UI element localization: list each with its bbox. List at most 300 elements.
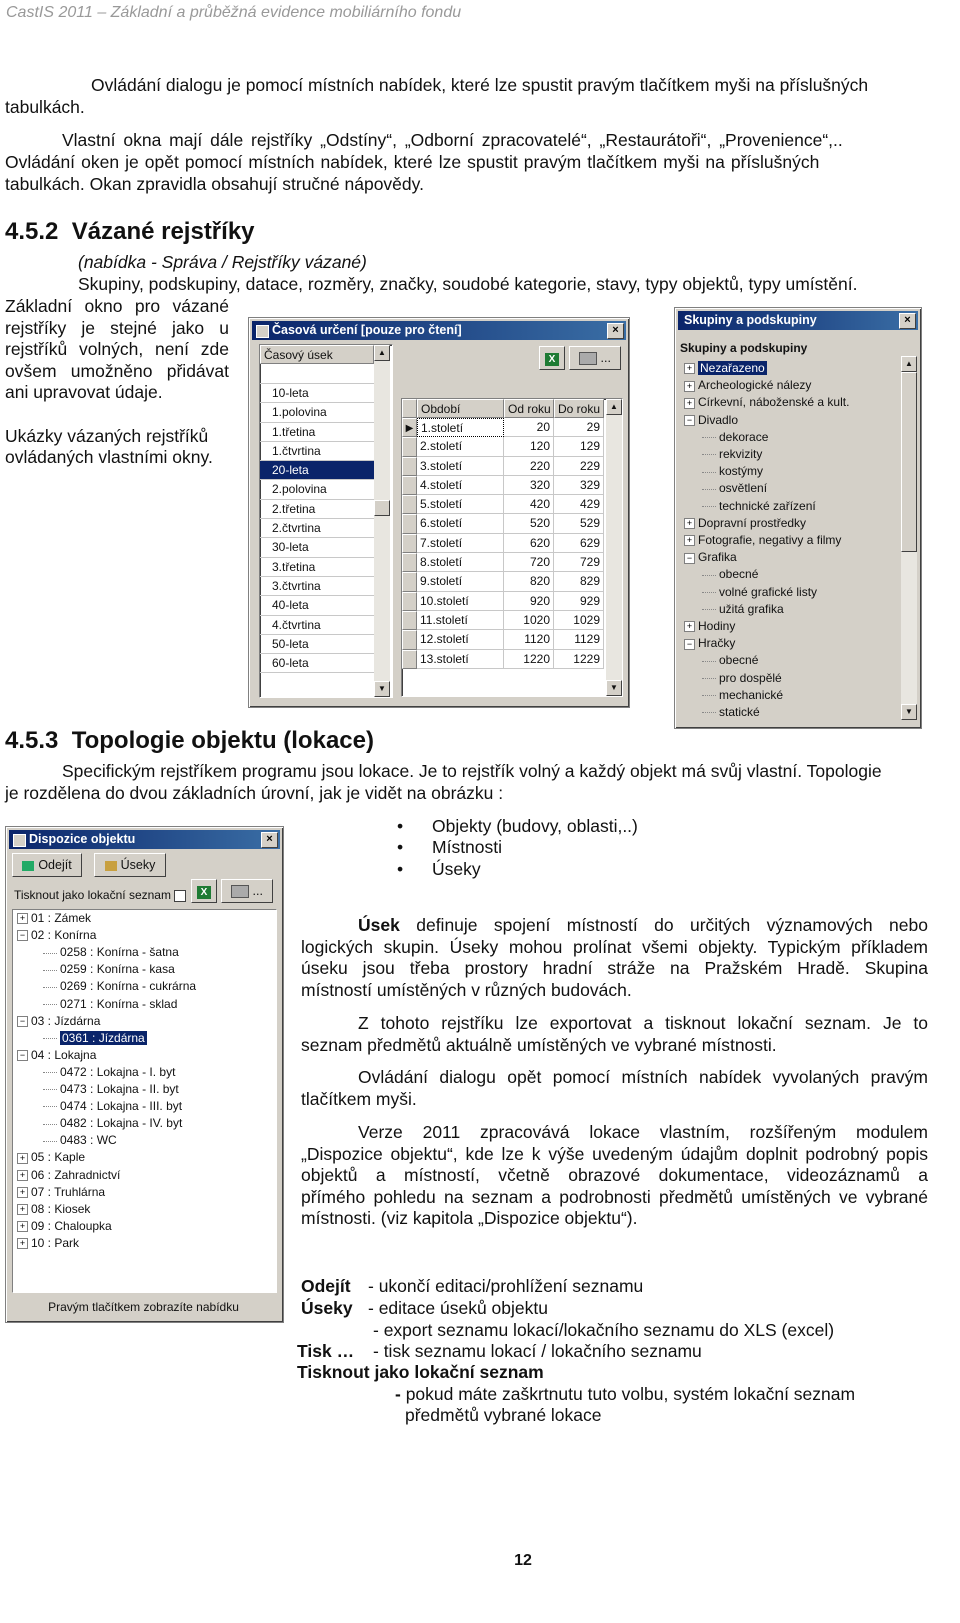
obdobi-row[interactable] <box>402 437 606 456</box>
tree-node[interactable] <box>43 1030 147 1047</box>
obdobi-cell[interactable]: 9.století <box>417 572 504 591</box>
close-button[interactable]: × <box>607 323 624 339</box>
tree-node-label[interactable]: Nezařazeno <box>700 361 765 375</box>
casovy-usek-row[interactable]: 2.čtvrtina <box>260 519 374 538</box>
tree-node[interactable] <box>43 1098 182 1115</box>
section-453-heading <box>5 727 374 755</box>
tree-node-label[interactable]: Archeologické nálezy <box>698 378 812 393</box>
tree-node-label[interactable]: statické <box>719 705 760 718</box>
useky-paragraph <box>301 915 928 1001</box>
do-roku-cell[interactable]: 629 <box>554 534 604 553</box>
tree-node[interactable] <box>17 1184 105 1201</box>
section-453-intro-2: je rozdělena do dvou základních úrovní, jak je vidět na obrázku : <box>5 783 504 803</box>
collapse-icon[interactable]: − <box>17 1016 28 1027</box>
para1-line1: Ovládání dialogu je pomocí místních nabídek, které lze spustit pravým tlačítkem myši na příslušných <box>91 75 869 95</box>
scroll-up-button[interactable]: ▲ <box>901 356 917 372</box>
scroll-thumb[interactable] <box>374 500 390 516</box>
do-roku-cell[interactable]: 1129 <box>554 630 604 649</box>
tree-node-label[interactable]: obecné <box>719 653 759 668</box>
obdobi-row[interactable] <box>402 572 606 591</box>
verze-line: přímého pohledu na seznam a podrobnosti předmětů umístěných ve vybrané <box>301 1186 928 1207</box>
expand-icon[interactable]: + <box>684 535 695 546</box>
do-roku-cell[interactable]: 929 <box>554 592 604 611</box>
side-line: rejstříků volných, není zde <box>5 339 229 359</box>
tree-node-label[interactable]: Grafika <box>698 550 737 565</box>
tree-node[interactable] <box>684 515 806 532</box>
status-footer: Pravým tlačítkem zobrazíte nabídku <box>48 1300 239 1314</box>
tree-node[interactable] <box>702 584 817 601</box>
verze-line: „Dispozice objektu“, kde lze k výše uvedeným údajům doplnit podrobný popis <box>301 1143 928 1164</box>
export-line: Z tohoto rejstříku lze exportovat a tisknout lokační seznam. Je to <box>358 1013 928 1033</box>
tree-node[interactable] <box>43 1132 117 1149</box>
tree-node-label[interactable]: volné grafické listy <box>719 584 818 599</box>
casova-titlebar[interactable] <box>252 321 626 340</box>
collapse-icon[interactable]: − <box>684 553 695 564</box>
tree-connector <box>702 575 716 576</box>
tree-node[interactable] <box>17 1218 112 1235</box>
expand-icon[interactable]: + <box>684 621 695 632</box>
do-roku-cell[interactable]: 29 <box>554 418 604 437</box>
odejit-label: Odejít <box>38 858 72 872</box>
tree-node-label[interactable]: pro dospělé <box>719 670 782 685</box>
print-button[interactable] <box>221 879 273 903</box>
obdobi-row[interactable] <box>402 495 606 514</box>
close-button[interactable]: × <box>261 832 278 848</box>
tree-node[interactable] <box>684 549 737 566</box>
od-roku-cell[interactable]: 20 <box>504 418 554 437</box>
legend-tisk-desc: - tisk seznamu lokací / lokačního seznamu <box>373 1341 702 1361</box>
tree-node-label[interactable]: 03 : Jízdárna <box>31 1013 101 1028</box>
tree-connector <box>702 592 716 593</box>
verze-line: místnosti. (viz kapitola „Dispozice objektu“). <box>301 1208 638 1228</box>
skupiny-scrollbar[interactable] <box>901 356 917 720</box>
side-line: ovládaných vlastními okny. <box>5 447 213 467</box>
tree-node-label[interactable]: dekorace <box>719 429 769 444</box>
bullet-mistnosti: Místnosti <box>432 837 503 857</box>
section-452-menu-path: (nabídka - Správa / Rejstříky vázané) <box>78 252 367 272</box>
section-452-list: Skupiny, podskupiny, datace, rozměry, značky, soudobé kategorie, stavy, typy objektů, typy umístění. <box>78 274 858 294</box>
tree-node[interactable] <box>702 566 758 583</box>
row-indicator[interactable] <box>402 437 417 456</box>
checkbox-label: Tisknout jako lokační seznam <box>14 888 171 902</box>
obdobi-cell[interactable]: 8.století <box>417 553 504 572</box>
od-roku-cell[interactable]: 120 <box>504 437 554 456</box>
expand-icon[interactable]: + <box>684 398 695 409</box>
legend-tisk-key: Tisk … <box>297 1341 355 1361</box>
collapse-icon[interactable]: − <box>17 930 28 941</box>
tree-node-label[interactable]: 08 : Kiosek <box>31 1201 91 1216</box>
window-icon <box>13 834 26 847</box>
tree-node-label[interactable]: 05 : Kaple <box>31 1150 86 1165</box>
useky-line: místností umístěných v různých budovách. <box>301 979 632 1000</box>
casovy-usek-list[interactable] <box>259 344 393 698</box>
tree-node[interactable] <box>684 377 811 394</box>
print-as-location-list[interactable] <box>14 885 186 907</box>
obdobi-row[interactable] <box>402 476 606 495</box>
verze-line: objektů a místností, včetně obrazové dokumentace, videozáznamů a <box>301 1165 928 1185</box>
casovy-usek-row[interactable]: 20-leta <box>260 461 374 480</box>
control-line: tlačítkem myši. <box>301 1088 417 1109</box>
legend-tisknout-key: Tisknout jako lokační seznam <box>297 1362 544 1382</box>
tree-node-label[interactable]: Divadlo <box>698 412 739 427</box>
od-roku-cell[interactable]: 520 <box>504 514 554 533</box>
side-line: ovšem umožněno přidávat <box>5 360 229 381</box>
do-roku-cell[interactable]: 829 <box>554 572 604 591</box>
grid-scrollbar[interactable] <box>606 399 622 696</box>
tree-node[interactable] <box>702 498 816 515</box>
row-indicator[interactable] <box>402 650 417 669</box>
useky-bold: Úsek <box>358 915 400 935</box>
useky-label: Úseky <box>120 858 156 872</box>
side-line: Základní okno pro vázané <box>5 296 229 316</box>
casovy-usek-row[interactable]: 40-leta <box>260 596 374 615</box>
casovy-usek-row[interactable]: 2.třetina <box>260 500 374 519</box>
tree-connector <box>43 987 57 988</box>
close-button[interactable]: × <box>899 313 916 329</box>
tree-node-label[interactable]: Hračky <box>698 636 736 651</box>
casovy-usek-header[interactable]: Časový úsek <box>260 345 374 364</box>
collapse-icon[interactable]: − <box>684 639 695 650</box>
tree-node[interactable] <box>702 670 782 687</box>
dispozice-window <box>5 826 284 1323</box>
do-roku-cell[interactable]: 229 <box>554 457 604 476</box>
useky-button[interactable] <box>94 853 166 877</box>
od-roku-cell[interactable]: 420 <box>504 495 554 514</box>
control-paragraph <box>301 1067 928 1110</box>
obdobi-cell[interactable]: 3.století <box>417 457 504 476</box>
tree-connector <box>43 953 57 954</box>
tree-node[interactable] <box>684 618 735 635</box>
tree-node[interactable] <box>684 360 767 377</box>
tree-node-label[interactable]: 07 : Truhlárna <box>31 1184 106 1199</box>
obdobi-cell[interactable]: 5.století <box>417 495 504 514</box>
casova-urceni-window <box>248 317 630 708</box>
export-excel-button[interactable] <box>539 346 565 370</box>
lokace-tree[interactable] <box>12 909 277 1293</box>
od-roku-cell[interactable]: 220 <box>504 457 554 476</box>
tree-node[interactable] <box>17 1047 96 1064</box>
side-line: Ukázky vázaných rejstříků <box>5 425 209 446</box>
bullet-objekty: Objekty (budovy, oblasti,..) <box>432 816 638 836</box>
expand-icon[interactable]: + <box>17 1153 28 1164</box>
tree-node-label[interactable]: 0259 : Konírna - kasa <box>60 962 175 977</box>
location-list-checkbox[interactable] <box>174 890 186 902</box>
obdobi-row[interactable] <box>402 457 606 476</box>
print-label: ... <box>252 884 263 898</box>
para2-line1: Vlastní okna mají dále rejstříky „Odstíny“, „Odborní zpracovatelé“, „Restaurátoři“, „Provenience“,.. <box>62 130 843 150</box>
grid-header-do-roku[interactable]: Do roku <box>554 399 604 418</box>
row-indicator[interactable] <box>402 534 417 553</box>
side-line: ani upravovat údaje. <box>5 382 163 402</box>
skupiny-window <box>674 307 922 729</box>
tree-connector <box>702 695 716 696</box>
tree-node[interactable] <box>17 1149 85 1166</box>
row-indicator[interactable]: ▶ <box>402 418 417 437</box>
tree-node-label[interactable]: Fotografie, negativy a filmy <box>698 533 842 547</box>
row-indicator[interactable] <box>402 592 417 611</box>
bullet-dot: • <box>397 859 404 879</box>
tree-connector <box>702 678 716 679</box>
skupiny-title: Skupiny a podskupiny <box>684 313 817 327</box>
expand-icon[interactable]: + <box>17 1238 28 1249</box>
od-roku-cell[interactable]: 920 <box>504 592 554 611</box>
expand-icon[interactable]: + <box>17 1170 28 1181</box>
tree-node[interactable] <box>43 1064 175 1081</box>
tree-node-label[interactable]: Hodiny <box>698 619 736 633</box>
do-roku-cell[interactable]: 329 <box>554 476 604 495</box>
legend-useky-desc: - editace úseků objektu <box>368 1298 548 1318</box>
expand-icon[interactable]: + <box>17 1204 28 1215</box>
tree-node-label[interactable]: osvětlení <box>719 481 768 496</box>
tree-connector <box>43 1124 57 1125</box>
window-icon <box>256 325 269 338</box>
obdobi-row[interactable] <box>402 650 606 669</box>
exit-icon <box>22 861 34 871</box>
tree-connector <box>702 489 716 490</box>
obdobi-row[interactable] <box>402 534 606 553</box>
tree-node[interactable] <box>43 944 179 961</box>
obdobi-cell[interactable]: 1.století <box>417 418 504 437</box>
collapse-icon[interactable]: − <box>684 415 695 426</box>
odejit-button[interactable] <box>12 853 82 877</box>
tree-node-label[interactable]: Církevní, náboženské a kult. <box>698 395 850 410</box>
printer-icon <box>231 885 249 898</box>
tree-node[interactable] <box>43 1081 179 1098</box>
scroll-up-button[interactable]: ▲ <box>374 345 390 361</box>
obdobi-cell[interactable]: 11.století <box>417 611 504 630</box>
tree-node[interactable] <box>17 910 91 927</box>
section-452-title: Vázané rejstříky <box>71 218 255 245</box>
do-roku-cell[interactable]: 1029 <box>554 611 604 630</box>
skupiny-tree[interactable] <box>680 360 898 718</box>
row-indicator[interactable] <box>402 457 417 476</box>
page-number: 12 <box>514 1552 532 1569</box>
export-line: seznam předmětů aktuálně umístěných ve vybrané místnosti. <box>301 1034 777 1055</box>
tree-node[interactable] <box>17 1201 90 1218</box>
scroll-down-button[interactable]: ▼ <box>374 681 390 697</box>
tree-node[interactable] <box>684 532 841 549</box>
do-roku-cell[interactable]: 1229 <box>554 650 604 669</box>
section-453-intro-1: Specifickým rejstříkem programu jsou lokace. Je to rejstřík volný a každý objekt má svůj vlastní. Topologie <box>62 761 882 781</box>
dispozice-titlebar[interactable] <box>9 830 280 849</box>
row-indicator[interactable] <box>402 495 417 514</box>
tree-node[interactable] <box>17 1013 100 1030</box>
casovy-usek-row[interactable]: 2.polovina <box>260 480 374 499</box>
tree-node[interactable] <box>702 704 760 718</box>
edit-icon <box>105 861 117 871</box>
running-header: CastIS 2011 – Základní a průběžná evidence mobiliárního fondu <box>6 4 462 21</box>
tree-node[interactable] <box>702 429 768 446</box>
tree-connector <box>43 1038 57 1039</box>
useky-line: definuje spojení místností do určitých významových nebo <box>399 915 928 935</box>
tree-node-label[interactable]: 0482 : Lokajna - IV. byt <box>60 1116 183 1131</box>
casovy-usek-row[interactable]: 4.čtvrtina <box>260 616 374 635</box>
casovy-usek-row[interactable]: 1.čtvrtina <box>260 442 374 461</box>
legend-tisknout-desc1 <box>395 1384 855 1406</box>
tree-node[interactable] <box>702 652 758 669</box>
casovy-usek-row[interactable]: 10-leta <box>260 384 374 403</box>
row-indicator[interactable] <box>402 611 417 630</box>
od-roku-cell[interactable]: 720 <box>504 553 554 572</box>
legend-tisknout-desc2: předmětů vybrané lokace <box>405 1405 602 1425</box>
obdobi-cell[interactable]: 7.století <box>417 534 504 553</box>
tree-node-label[interactable]: užitá grafika <box>719 601 784 616</box>
expand-icon[interactable]: + <box>684 363 695 374</box>
obdobi-cell[interactable]: 2.století <box>417 437 504 456</box>
tree-node[interactable] <box>702 687 783 704</box>
do-roku-cell[interactable]: 529 <box>554 514 604 533</box>
side-line: rejstříky je stejné jako u <box>5 317 229 338</box>
tree-node-label[interactable]: obecné <box>719 567 759 582</box>
control-line: Ovládání dialogu opět pomocí místních nabídek vyvolaných pravým <box>358 1067 928 1087</box>
export-excel-button[interactable] <box>191 879 217 903</box>
expand-icon[interactable]: + <box>17 1221 28 1232</box>
row-indicator[interactable] <box>402 630 417 649</box>
obdobi-cell[interactable]: 12.století <box>417 630 504 649</box>
obdobi-row[interactable] <box>402 514 606 533</box>
bullet-dot: • <box>397 816 404 836</box>
tree-node[interactable] <box>17 1235 79 1252</box>
tree-node[interactable] <box>684 412 738 429</box>
scroll-down-button[interactable]: ▼ <box>606 680 622 696</box>
expand-icon[interactable]: + <box>684 518 695 529</box>
tree-node-label[interactable]: 0258 : Konírna - šatna <box>60 945 179 960</box>
row-indicator[interactable] <box>402 553 417 572</box>
obdobi-row[interactable] <box>402 553 606 572</box>
obdobi-row[interactable] <box>402 418 606 437</box>
row-indicator[interactable] <box>402 476 417 495</box>
skupiny-tree-header: Skupiny a podskupiny <box>680 341 808 355</box>
excel-icon: X <box>545 353 559 366</box>
tree-node-label[interactable]: 0472 : Lokajna - I. byt <box>60 1064 176 1079</box>
tree-node[interactable] <box>684 635 735 652</box>
do-roku-cell[interactable]: 429 <box>554 495 604 514</box>
obdobi-cell[interactable]: 4.století <box>417 476 504 495</box>
tree-node-label[interactable]: 0361 : Jízdárna <box>62 1030 145 1045</box>
tree-node[interactable] <box>702 463 763 480</box>
tree-node-label[interactable]: 10 : Park <box>31 1235 80 1250</box>
od-roku-cell[interactable]: 1220 <box>504 650 554 669</box>
tree-node[interactable] <box>684 394 849 411</box>
tree-node-label[interactable]: 04 : Lokajna <box>31 1047 97 1062</box>
tree-node-label[interactable]: mechanické <box>719 687 784 702</box>
tree-node-label[interactable]: 0474 : Lokajna - III. byt <box>60 1099 183 1114</box>
casovy-usek-row[interactable]: 3.čtvrtina <box>260 577 374 596</box>
tree-node-label[interactable]: technické zařízení <box>719 498 816 513</box>
do-roku-cell[interactable]: 729 <box>554 553 604 572</box>
export-paragraph <box>301 1013 928 1056</box>
legend-dash: - <box>395 1384 401 1404</box>
print-label: ... <box>600 351 611 365</box>
obdobi-cell[interactable]: 10.století <box>417 592 504 611</box>
casovy-usek-row[interactable]: 30-leta <box>260 538 374 557</box>
tree-node[interactable] <box>43 996 177 1013</box>
obdobi-row[interactable] <box>402 611 606 630</box>
legend-useky-key: Úseky <box>301 1298 353 1318</box>
tree-node[interactable] <box>17 1167 120 1184</box>
tree-node-label[interactable]: Dopravní prostředky <box>698 515 807 530</box>
tree-node-label[interactable]: kostýmy <box>719 464 764 479</box>
obdobi-grid[interactable] <box>401 398 623 697</box>
expand-icon[interactable]: + <box>684 381 695 392</box>
tree-node-label[interactable]: 0271 : Konírna - sklad <box>60 996 178 1011</box>
tree-connector <box>702 609 716 610</box>
obdobi-row[interactable] <box>402 630 606 649</box>
section-453-title: Topologie objektu (lokace) <box>71 727 374 754</box>
row-indicator[interactable] <box>402 572 417 591</box>
excel-icon: X <box>197 886 211 899</box>
tree-node-label[interactable]: 09 : Chaloupka <box>31 1218 112 1233</box>
tree-connector <box>43 1141 57 1142</box>
od-roku-cell[interactable]: 620 <box>504 534 554 553</box>
do-roku-cell[interactable]: 129 <box>554 437 604 456</box>
tree-node-label[interactable]: rekvizity <box>719 447 763 461</box>
row-indicator[interactable] <box>402 514 417 533</box>
tree-node-label[interactable]: 01 : Zámek <box>31 911 92 925</box>
useky-line: úseku jsou třeba prostory hradní stráže na Pražském Hradě. Skupina <box>301 958 928 978</box>
printer-icon <box>579 352 597 365</box>
obdobi-cell[interactable]: 6.století <box>417 514 504 533</box>
od-roku-cell[interactable]: 320 <box>504 476 554 495</box>
tree-node-label[interactable]: 0269 : Konírna - cukrárna <box>60 979 197 994</box>
print-button[interactable] <box>569 346 621 370</box>
obdobi-cell[interactable]: 13.století <box>417 650 504 669</box>
od-roku-cell[interactable]: 1020 <box>504 611 554 630</box>
legend-tisknout-text1: pokud máte zaškrtnutu tuto volbu, systém lokační seznam <box>400 1384 856 1404</box>
verze-line: Verze 2011 zpracovává lokace vlastním, rozšířeným modulem <box>358 1122 928 1142</box>
scroll-up-button[interactable]: ▲ <box>606 399 622 415</box>
skupiny-titlebar[interactable] <box>678 311 918 330</box>
tree-node[interactable] <box>43 1115 182 1132</box>
casovy-usek-row[interactable]: 1.polovina <box>260 403 374 422</box>
tree-connector <box>702 506 716 507</box>
collapse-icon[interactable]: − <box>17 1050 28 1061</box>
casovy-usek-row[interactable]: 50-leta <box>260 635 374 654</box>
tree-connector <box>43 970 57 971</box>
para2-line2: Ovládání oken je opět pomocí místních nabídek, které lze spustit pravým tlačítkem myši na příslušných <box>5 152 820 172</box>
grid-header-obdobi[interactable]: Období <box>417 399 504 418</box>
scroll-down-button[interactable]: ▼ <box>901 704 917 720</box>
tree-node[interactable] <box>702 601 784 618</box>
verze-paragraph <box>301 1122 928 1230</box>
tree-node-label[interactable]: 06 : Zahradnictví <box>31 1167 121 1182</box>
casova-title: Časová určení [pouze pro čtení] <box>272 323 462 337</box>
expand-icon[interactable]: + <box>17 913 28 924</box>
casovy-usek-row[interactable]: 3.třetina <box>260 558 374 577</box>
grid-header-od-roku[interactable]: Od roku <box>504 399 554 418</box>
tree-node[interactable] <box>43 961 175 978</box>
scroll-thumb[interactable] <box>901 372 917 552</box>
tree-connector <box>702 454 716 455</box>
tree-node[interactable] <box>17 927 96 944</box>
tree-node-label[interactable]: 0473 : Lokajna - II. byt <box>60 1082 179 1096</box>
casovy-usek-row[interactable]: 1.třetina <box>260 423 374 442</box>
expand-icon[interactable]: + <box>17 1187 28 1198</box>
tree-connector <box>702 661 716 662</box>
legend-export-desc: - export seznamu lokací/lokačního seznamu do XLS (excel) <box>373 1320 835 1340</box>
tree-node[interactable] <box>43 978 196 995</box>
obdobi-row[interactable] <box>402 592 606 611</box>
casovy-usek-row[interactable]: 60-leta <box>260 654 374 673</box>
od-roku-cell[interactable]: 820 <box>504 572 554 591</box>
tree-node-label[interactable]: 0483 : WC <box>60 1133 117 1148</box>
od-roku-cell[interactable]: 1120 <box>504 630 554 649</box>
tree-connector <box>702 472 716 473</box>
left-scrollbar[interactable] <box>374 345 390 697</box>
tree-node[interactable] <box>702 480 767 497</box>
tree-node[interactable] <box>702 446 762 463</box>
tree-node-label[interactable]: 02 : Konírna <box>31 928 97 943</box>
